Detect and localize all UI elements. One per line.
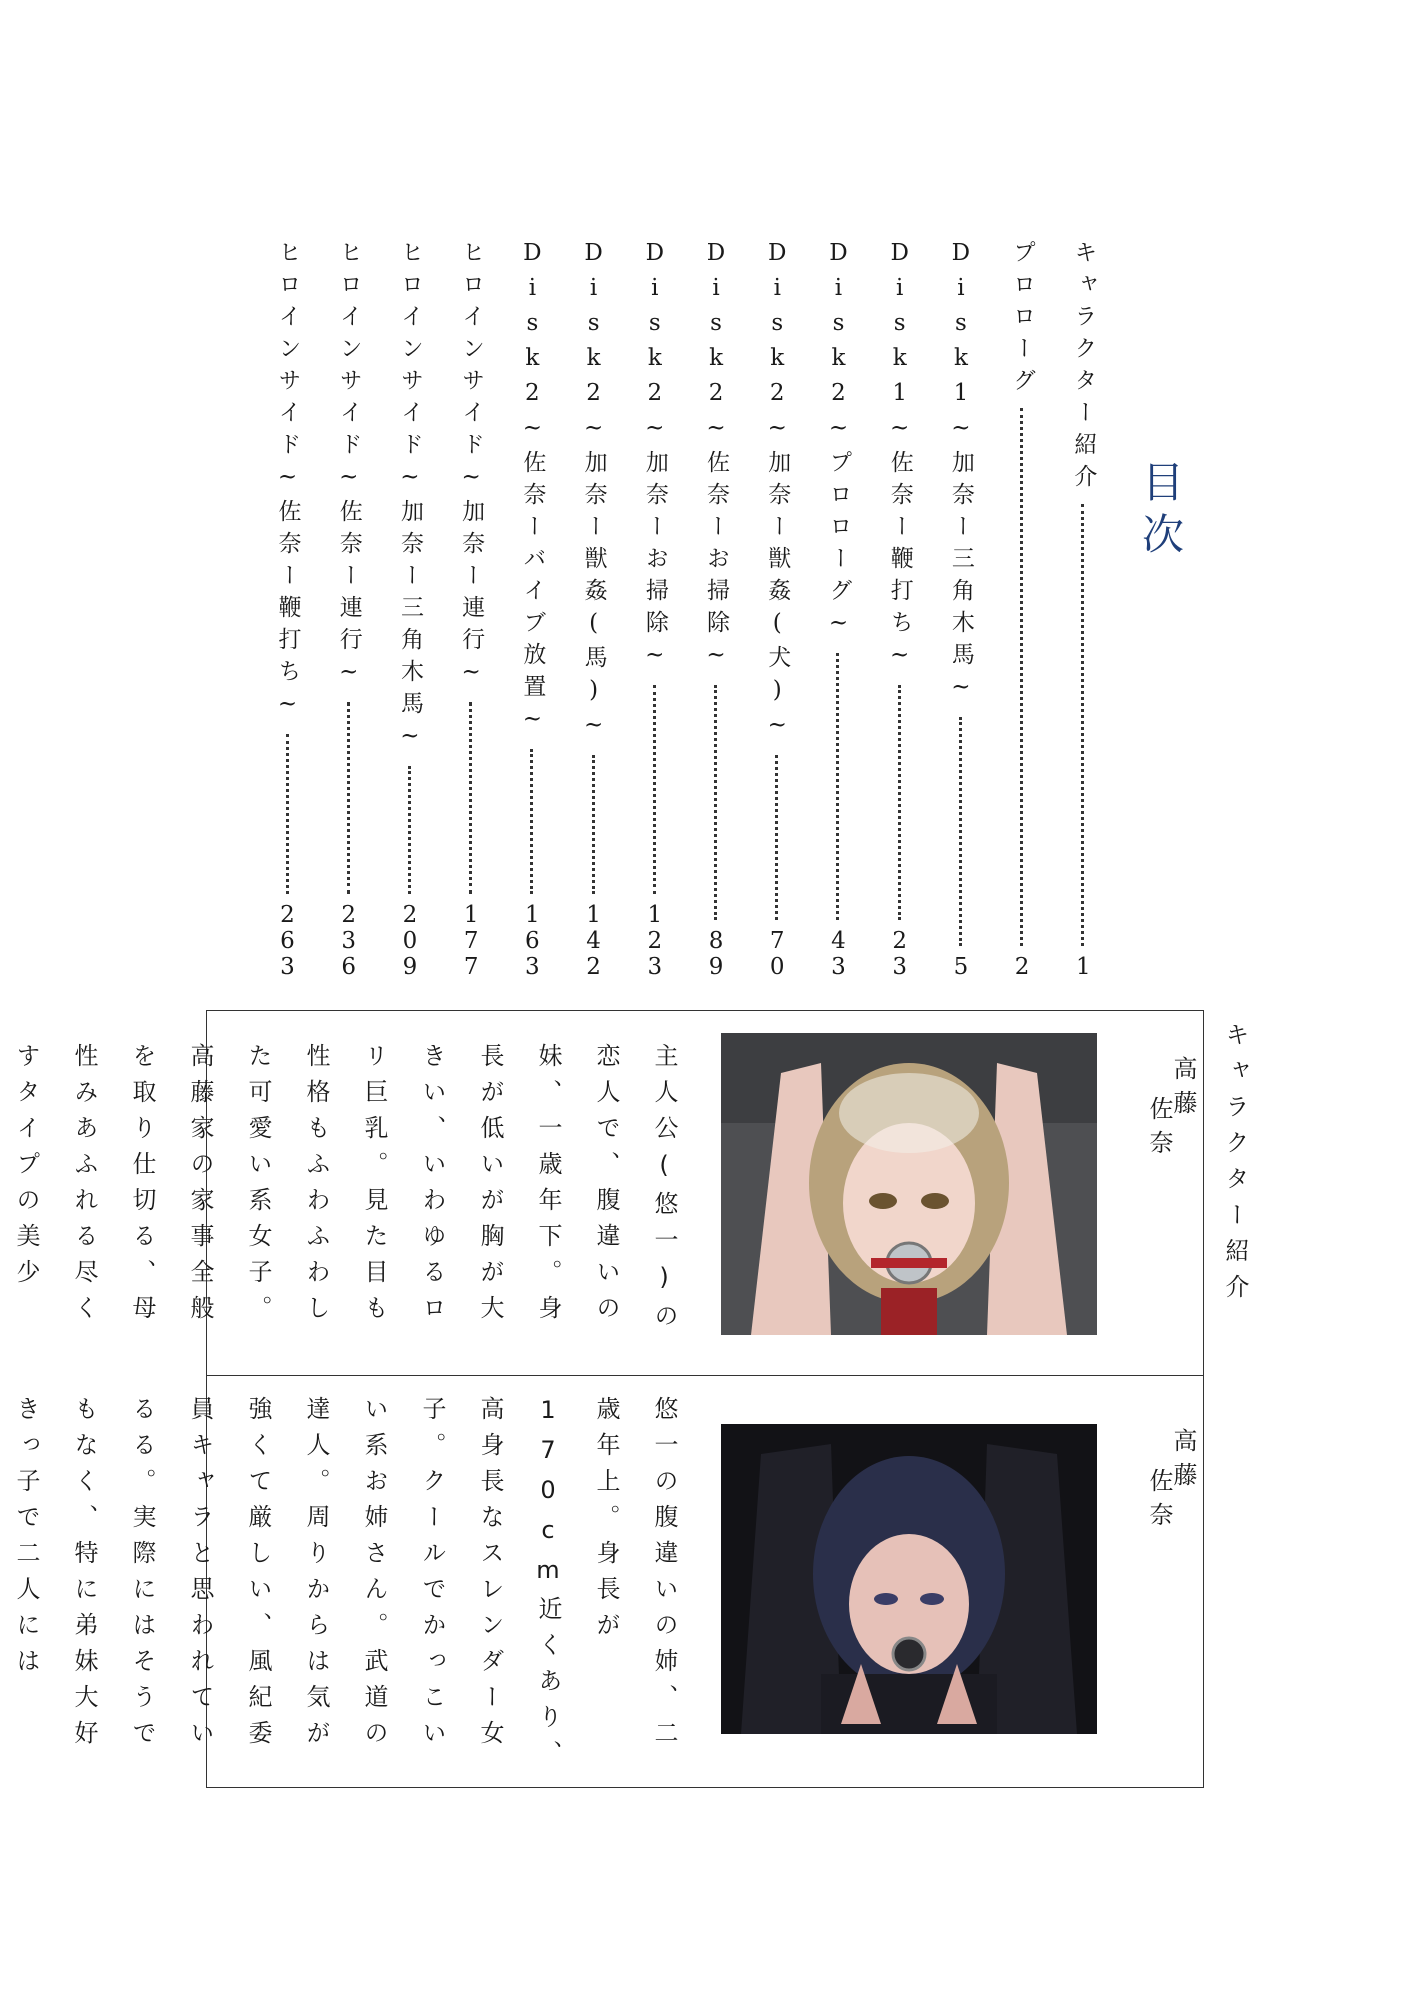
character-portrait — [721, 1424, 1097, 1734]
character-given-name: 佐奈 — [1145, 1096, 1173, 1164]
toc-leader-dots — [775, 755, 778, 920]
toc-entry-page: 89 — [703, 928, 730, 980]
toc-entry-page: 70 — [764, 928, 791, 980]
toc-leader-dots — [898, 685, 901, 920]
character-family-name: 高藤 — [1169, 1056, 1197, 1124]
toc-entry-page: 1 — [1070, 954, 1097, 980]
toc-entry-title: Disk1~佐奈ー鞭打ち~ — [886, 240, 913, 677]
toc-leader-dots — [286, 734, 289, 894]
toc-entry[interactable] — [515, 240, 549, 980]
toc-entry-title: プロローグ — [1009, 240, 1036, 400]
character-name — [1147, 1056, 1195, 1356]
character-intro-box — [12, 1010, 1204, 1788]
toc-entry[interactable] — [270, 240, 304, 980]
toc-entry-page: 23 — [886, 928, 913, 980]
toc-leader-dots — [408, 766, 411, 894]
toc-entry[interactable] — [821, 240, 855, 980]
toc-entry-page: 5 — [947, 954, 974, 980]
character-name — [1147, 1428, 1195, 1728]
toc-entry-title: Disk2~佐奈ーバイブ放置~ — [519, 240, 546, 741]
toc-leader-dots — [469, 702, 472, 894]
toc-entry[interactable] — [392, 240, 426, 980]
toc-entry[interactable] — [760, 240, 794, 980]
toc-entry-title: Disk2~佐奈ーお掃除~ — [703, 240, 730, 677]
toc-entry[interactable] — [882, 240, 916, 980]
toc-entry[interactable] — [637, 240, 671, 980]
toc-entry-title: ヒロインサイド~佐奈ー鞭打ち~ — [274, 240, 301, 726]
toc-entry-title: Disk2~プロローグ~ — [825, 240, 852, 645]
character-card — [12, 1011, 1203, 1376]
toc-entry-page: 177 — [458, 902, 485, 980]
toc-entry-page: 123 — [641, 902, 668, 980]
toc-entry[interactable] — [576, 240, 610, 980]
toc-entry-page: 2 — [1009, 954, 1036, 980]
toc-entry[interactable] — [943, 240, 977, 980]
toc-entry-page: 209 — [396, 902, 423, 980]
toc-leader-dots — [347, 702, 350, 894]
toc-entry[interactable] — [1066, 240, 1100, 980]
toc-leader-dots — [592, 755, 595, 894]
character-description: 主人公(悠一)の恋人で、腹違いの妹、一歳年下。身長が低いが胸が大きい、いわゆるロリ巨乳。見た目も性格もふわふわした可愛い系女子。高藤家の家事全般を取り仕切る、母性みあふれる尽くすタイプの美少 — [12, 1043, 678, 1339]
character-family-name: 高藤 — [1169, 1428, 1197, 1496]
toc-entry-page: 163 — [519, 902, 546, 980]
toc-leader-dots — [1081, 504, 1084, 946]
toc-entry-title: ヒロインサイド~加奈ー三角木馬~ — [396, 240, 423, 758]
toc-title: 目次 — [1136, 460, 1185, 564]
toc-entry[interactable] — [1005, 240, 1039, 980]
toc-entry[interactable] — [331, 240, 365, 980]
toc-leader-dots — [836, 653, 839, 920]
toc-entry-title: Disk1~加奈ー三角木馬~ — [947, 240, 974, 709]
toc-leader-dots — [530, 749, 533, 894]
toc-entry-page: 236 — [335, 902, 362, 980]
character-card — [12, 1376, 1203, 1787]
toc-leader-dots — [653, 685, 656, 894]
toc-entry-title: ヒロインサイド~佐奈ー連行~ — [335, 240, 362, 694]
toc-entry-title: Disk2~加奈ー獣姦(犬)~ — [764, 240, 791, 747]
toc-leader-dots — [1020, 408, 1023, 946]
table-of-contents — [270, 240, 1100, 980]
character-portrait — [721, 1033, 1097, 1335]
toc-entry-title: キャラクター紹介 — [1070, 240, 1097, 496]
toc-leader-dots — [959, 717, 962, 946]
toc-entry[interactable] — [454, 240, 488, 980]
toc-entry-page: 263 — [274, 902, 301, 980]
character-description: 悠一の腹違いの姉、二歳年上。身長が170cm近くあり、高身長なスレンダー女子。クールでかっこいい系お姉さん。武道の達人。周りからは気が強くて厳しい、風紀委員キャラと思われているる。実際にはそうでもなく、特に弟妹大好きっ子で二人には — [12, 1396, 678, 1776]
toc-entry-title: ヒロインサイド~加奈ー連行~ — [458, 240, 485, 694]
character-intro-heading: キャラクター紹介 — [1221, 1022, 1249, 1310]
toc-entry-title: Disk2~加奈ー獣姦(馬)~ — [580, 240, 607, 747]
character-given-name: 佐奈 — [1145, 1468, 1173, 1536]
toc-entry-page: 142 — [580, 902, 607, 980]
toc-leader-dots — [714, 685, 717, 920]
toc-entry[interactable] — [699, 240, 733, 980]
toc-entry-page: 43 — [825, 928, 852, 980]
toc-entry-title: Disk2~加奈ーお掃除~ — [641, 240, 668, 677]
